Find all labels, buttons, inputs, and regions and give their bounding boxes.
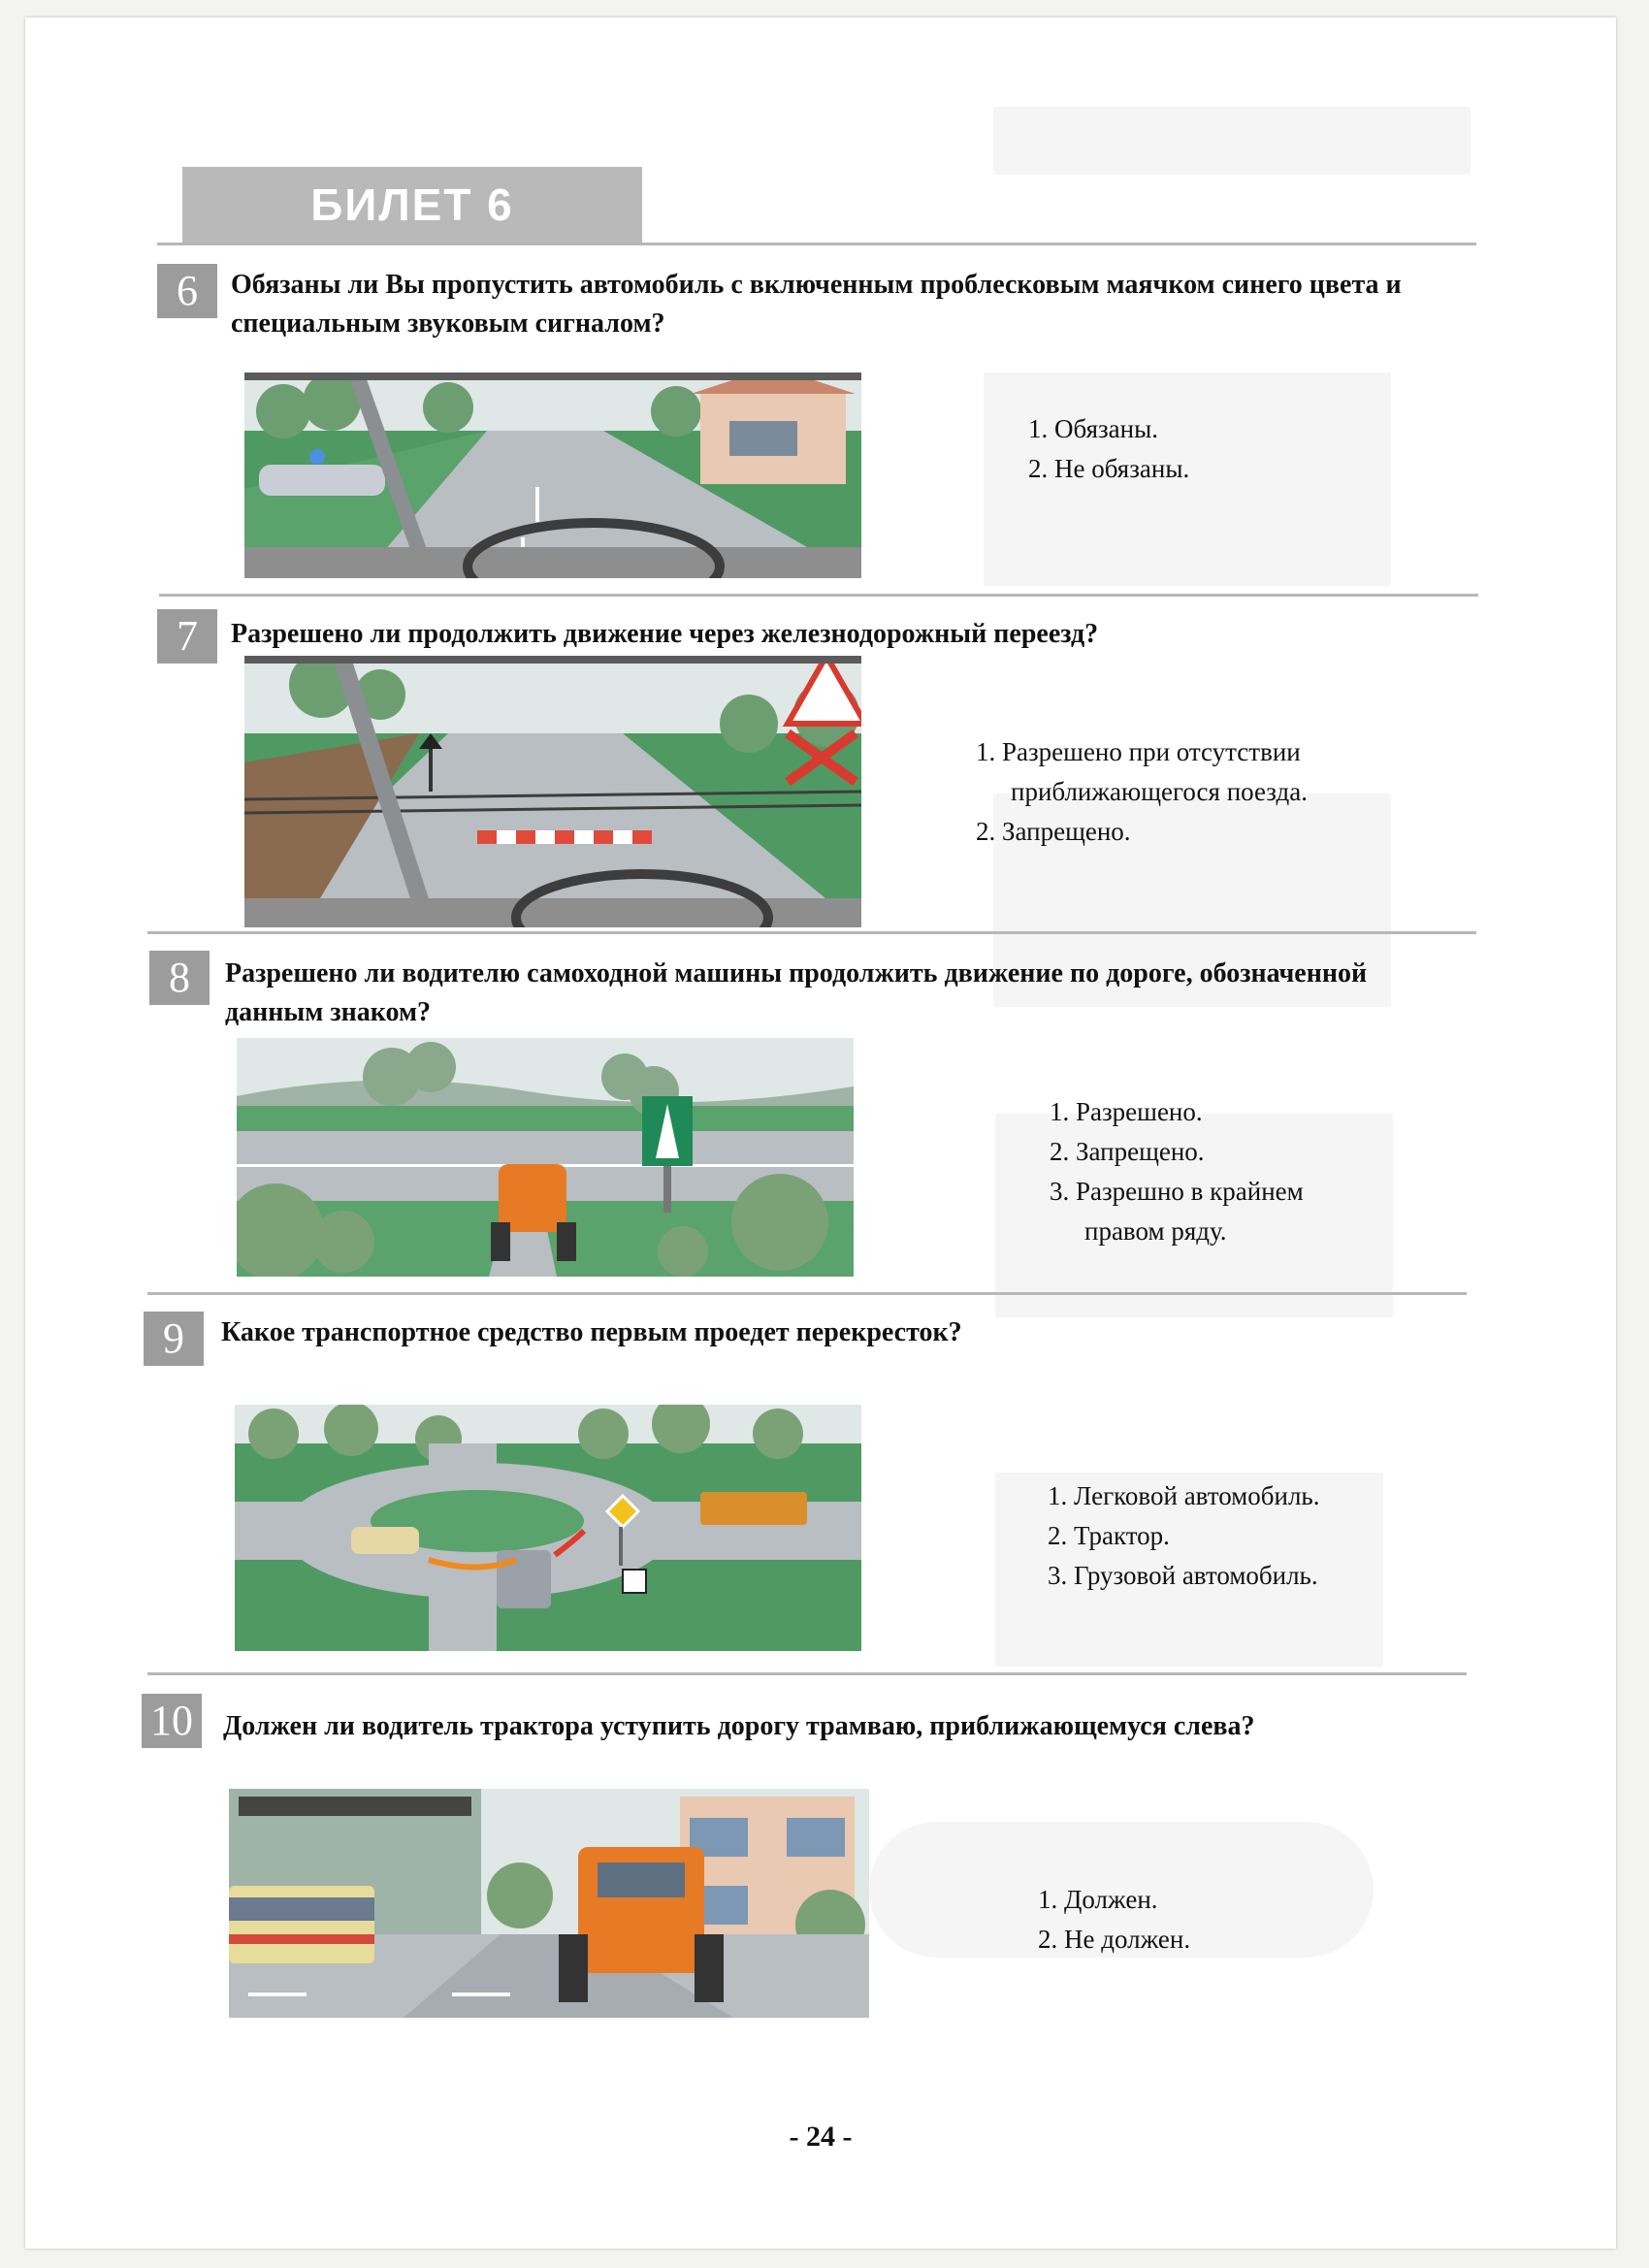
answer-option: 1. Обязаны.: [1028, 414, 1158, 443]
answer-list: [976, 732, 1308, 852]
answer-option: 1. Разрешено при отсутствии: [976, 737, 1301, 766]
ticket-title: БИЛЕТ 6: [310, 179, 514, 230]
showthrough-block: [993, 107, 1471, 175]
question-illustration: [244, 373, 861, 578]
question-text: Разрешено ли водителю самоходной машины продолжить движение по дороге, обозначенной данным знаком?: [225, 958, 1368, 1027]
answer-list: [1028, 409, 1189, 489]
question-illustration: [244, 656, 861, 927]
question-number: 9: [144, 1312, 204, 1366]
answer-option: 1. Легковой автомобиль.: [1048, 1481, 1320, 1510]
answer-option: правом ряду.: [1084, 1216, 1227, 1246]
answer-option: 2. Запрещено.: [976, 817, 1131, 846]
question-number: 6: [157, 264, 217, 318]
railway-illustration: [244, 373, 861, 578]
question-number: 8: [149, 951, 210, 1005]
answer-option: 2. Запрещено.: [1050, 1137, 1205, 1166]
banner-rule: [157, 243, 1476, 245]
question-number: 10: [142, 1694, 202, 1748]
motorway-sign-illustration: [237, 1038, 854, 1277]
question-illustration: [235, 1405, 861, 1651]
answer-option: 2. Не должен.: [1038, 1925, 1191, 1954]
page-number: - 24 -: [789, 2121, 853, 2153]
answer-option: 1. Разрешено.: [1050, 1097, 1203, 1126]
section-rule: [147, 1672, 1467, 1675]
ticket-banner: [182, 167, 642, 243]
tram-intersection-illustration: [229, 1789, 869, 2018]
answer-option: 3. Грузовой автомобиль.: [1048, 1561, 1318, 1590]
question-text: Какое транспортное средство первым проедет перекресток?: [221, 1317, 962, 1347]
section-rule: [147, 931, 1476, 934]
page: [25, 17, 1616, 2249]
answer-list: [1048, 1476, 1320, 1596]
question-text: Разрешено ли продолжить движение через железнодорожный переезд?: [231, 619, 1099, 649]
section-rule: [159, 594, 1478, 597]
railway-crossing-illustration: [244, 656, 861, 927]
question-text: Должен ли водитель трактора уступить дорогу трамваю, приближающемуся слева?: [223, 1711, 1255, 1741]
answer-list: [1038, 1880, 1190, 1960]
question-number: 7: [157, 609, 217, 664]
section-rule: [147, 1292, 1467, 1295]
question-illustration: [229, 1789, 869, 2018]
roundabout-illustration: [235, 1405, 861, 1651]
answer-option: приближающегося поезда.: [1011, 777, 1308, 806]
answer-option: 1. Должен.: [1038, 1885, 1158, 1914]
answer-option: 2. Трактор.: [1048, 1521, 1170, 1550]
answer-option: 2. Не обязаны.: [1028, 454, 1190, 483]
question-text: Обязаны ли Вы пропустить автомобиль с включенным проблесковым маячком синего цвета и специальным звуковым сигналом?: [231, 270, 1402, 339]
question-illustration: [237, 1038, 854, 1277]
answer-option: 3. Разрешно в крайнем: [1050, 1177, 1304, 1206]
answer-list: [1050, 1092, 1304, 1251]
